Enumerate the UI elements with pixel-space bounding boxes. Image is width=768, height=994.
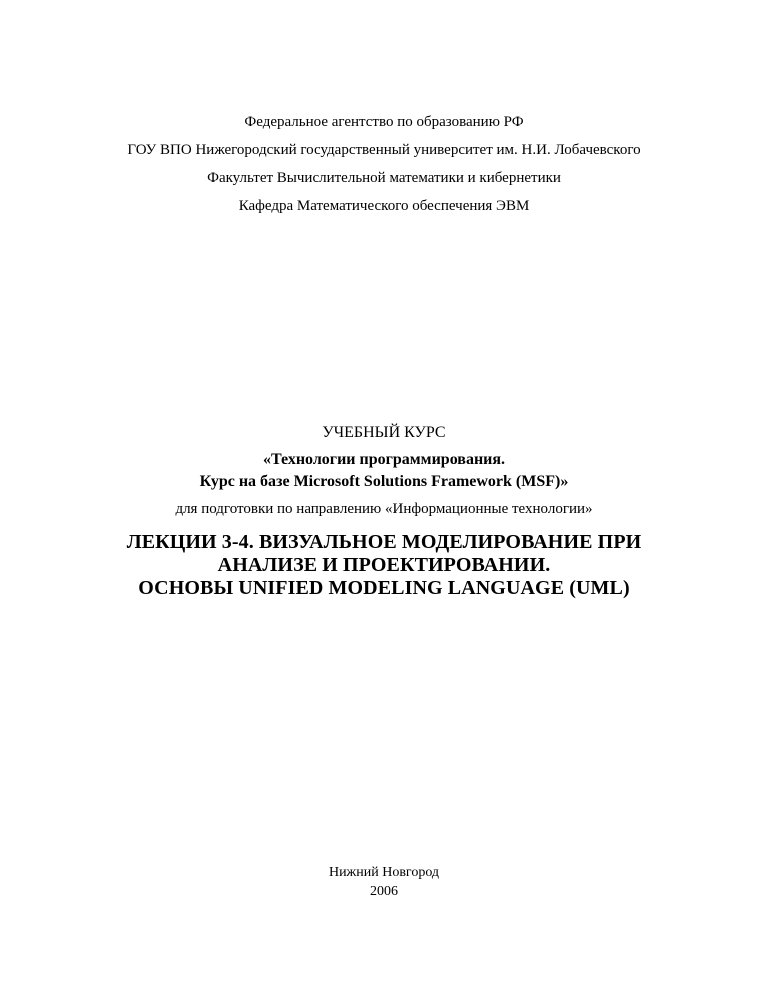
course-name-line1: «Технологии программирования. [262,451,506,468]
lecture-title-line3: ОСНОВЫ UNIFIED MODELING LANGUAGE (UML) [138,577,630,599]
publication-city: Нижний Новгород [328,865,440,880]
department-name: Кафедра Математического обеспечения ЭВМ [238,198,530,214]
course-direction: для подготовки по направлению «Информационные технологии» [175,501,593,517]
lecture-title-line1: ЛЕКЦИИ 3-4. ВИЗУАЛЬНОЕ МОДЕЛИРОВАНИЕ ПРИ [126,531,642,553]
course-name-line2: Курс на базе Microsoft Solutions Framework (MSF)» [199,473,569,490]
agency-name: Федеральное агентство по образованию РФ [244,114,524,130]
course-type-label: УЧЕБНЫЙ КУРС [322,424,446,441]
lecture-title-line2: АНАЛИЗЕ И ПРОЕКТИРОВАНИИ. [217,554,551,576]
faculty-name: Факультет Вычислительной математики и кибернетики [207,170,561,186]
publication-year: 2006 [370,884,398,899]
university-name: ГОУ ВПО Нижегородский государственный университет им. Н.И. Лобачевского [127,142,641,158]
